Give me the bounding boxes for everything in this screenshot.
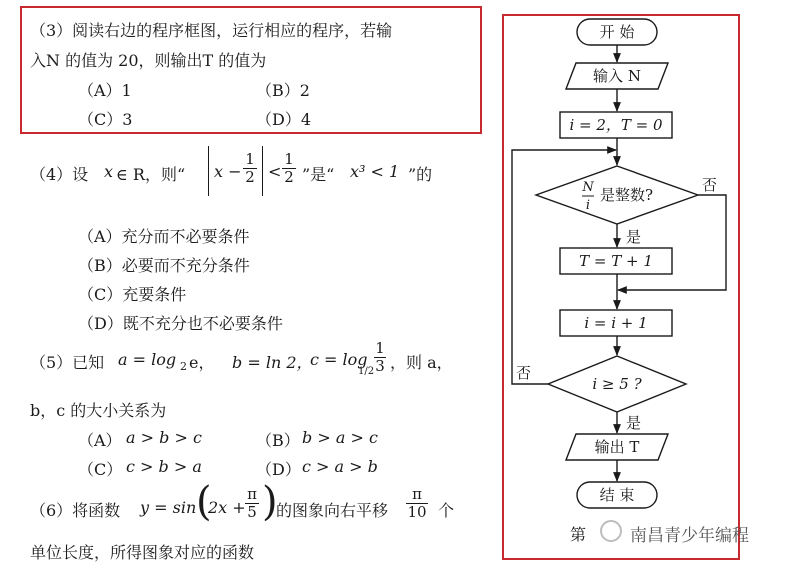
q5-option-d-label: （D）: [256, 460, 301, 479]
q3-option-b: （B）2: [256, 81, 310, 100]
q6-func: y = sin: [140, 498, 197, 517]
q3-option-a: （A）1: [78, 81, 132, 100]
flow-no-label-1: 否: [702, 176, 718, 194]
q5-option-c-label: （C）: [78, 460, 123, 479]
q6-paren-right: ): [262, 479, 278, 525]
q3-line1: （3）阅读右边的程序框图，运行相应的程序，若输: [30, 21, 393, 40]
q6-paren-left: (: [196, 479, 212, 525]
flow-output-label: 输出 T: [594, 438, 640, 456]
q5-line1: （5）已知: [30, 353, 105, 372]
watermark-icon: [600, 520, 622, 542]
flow-yes-label-2: 是: [626, 414, 642, 432]
page-label: 第: [570, 525, 587, 544]
q5-option-a-expr: a > b > c: [126, 428, 202, 447]
q4-in-r: ∈ R，则“: [116, 165, 186, 184]
q4-var-x: x: [104, 162, 114, 181]
q4-abs-expr: x −: [214, 162, 242, 181]
q4-lt: <: [268, 162, 282, 181]
flow-init-label: i = 2，T = 0: [569, 116, 663, 134]
q6-suffix: 的图象向右平移: [276, 501, 389, 520]
q3-option-d: （D）4: [256, 110, 312, 129]
q4-frac-half-1: 1 2: [243, 152, 257, 185]
q3-option-c: （C）3: [78, 110, 133, 129]
flow-step-t-label: T = T + 1: [579, 252, 653, 270]
q4-de: ”的: [408, 165, 433, 184]
q5-a-end: e，: [189, 353, 215, 372]
flow-end-label: 结 束: [599, 486, 635, 504]
q5-option-b-expr: b > a > c: [302, 428, 378, 447]
q5-a-sub: 2: [180, 360, 187, 373]
q4-prefix: （4）设: [30, 165, 89, 184]
q6-ge: 个: [438, 501, 455, 520]
q5-option-d-expr: c > a > b: [302, 457, 378, 476]
q5-c-expr: c = log: [310, 350, 368, 369]
q6-frac-pi-10: π 10: [407, 485, 427, 521]
flow-cond1-num: N: [582, 180, 594, 195]
q5-line2: b，c 的大小关系为: [30, 401, 167, 420]
q4-option-a: （A）充分而不必要条件: [78, 227, 250, 246]
q4-cond: x³ < 1: [350, 162, 400, 181]
q3-line2: 入N 的值为 20，则输出T 的值为: [30, 51, 267, 70]
q6-line2: 单位长度，所得图象对应的函数: [30, 543, 255, 562]
q5-option-b-label: （B）: [256, 431, 300, 450]
flow-step-i-label: i = i + 1: [584, 314, 648, 332]
q6-inner: 2x +: [208, 498, 246, 517]
q5-c-sub: 1/2: [358, 366, 375, 377]
q5-option-c-expr: c > b > a: [126, 457, 202, 476]
flow-no-label-2: 否: [516, 364, 532, 382]
q6-prefix: （6）将函数: [30, 501, 121, 520]
flow-cond1-den: i: [585, 198, 591, 213]
q4-frac-half-2: 1 2: [282, 152, 296, 185]
q4-option-d: （D）既不充分也不必要条件: [78, 314, 283, 333]
flow-start-label: 开 始: [599, 23, 635, 41]
flow-cond1-text: 是整数?: [600, 186, 654, 204]
q5-b-expr: b = ln 2，: [232, 353, 313, 372]
flow-cond2-label: i ≥ 5 ?: [592, 375, 642, 393]
q5-frac-third: 1 3: [375, 339, 385, 375]
q4-option-b: （B）必要而不充分条件: [78, 256, 250, 275]
flow-input-label: 输入 N: [593, 67, 641, 85]
watermark-text: 南昌青少年编程: [630, 526, 749, 546]
q6-frac-pi-5: π 5: [245, 487, 259, 520]
q4-option-c: （C）充要条件: [78, 285, 187, 304]
flow-yes-label-1: 是: [626, 228, 642, 246]
q5-then: ，则 a，: [390, 353, 453, 372]
q4-is: ”是“: [302, 165, 335, 184]
q5-a-expr: a = log: [118, 350, 177, 369]
q5-option-a-label: （A）: [78, 431, 122, 450]
